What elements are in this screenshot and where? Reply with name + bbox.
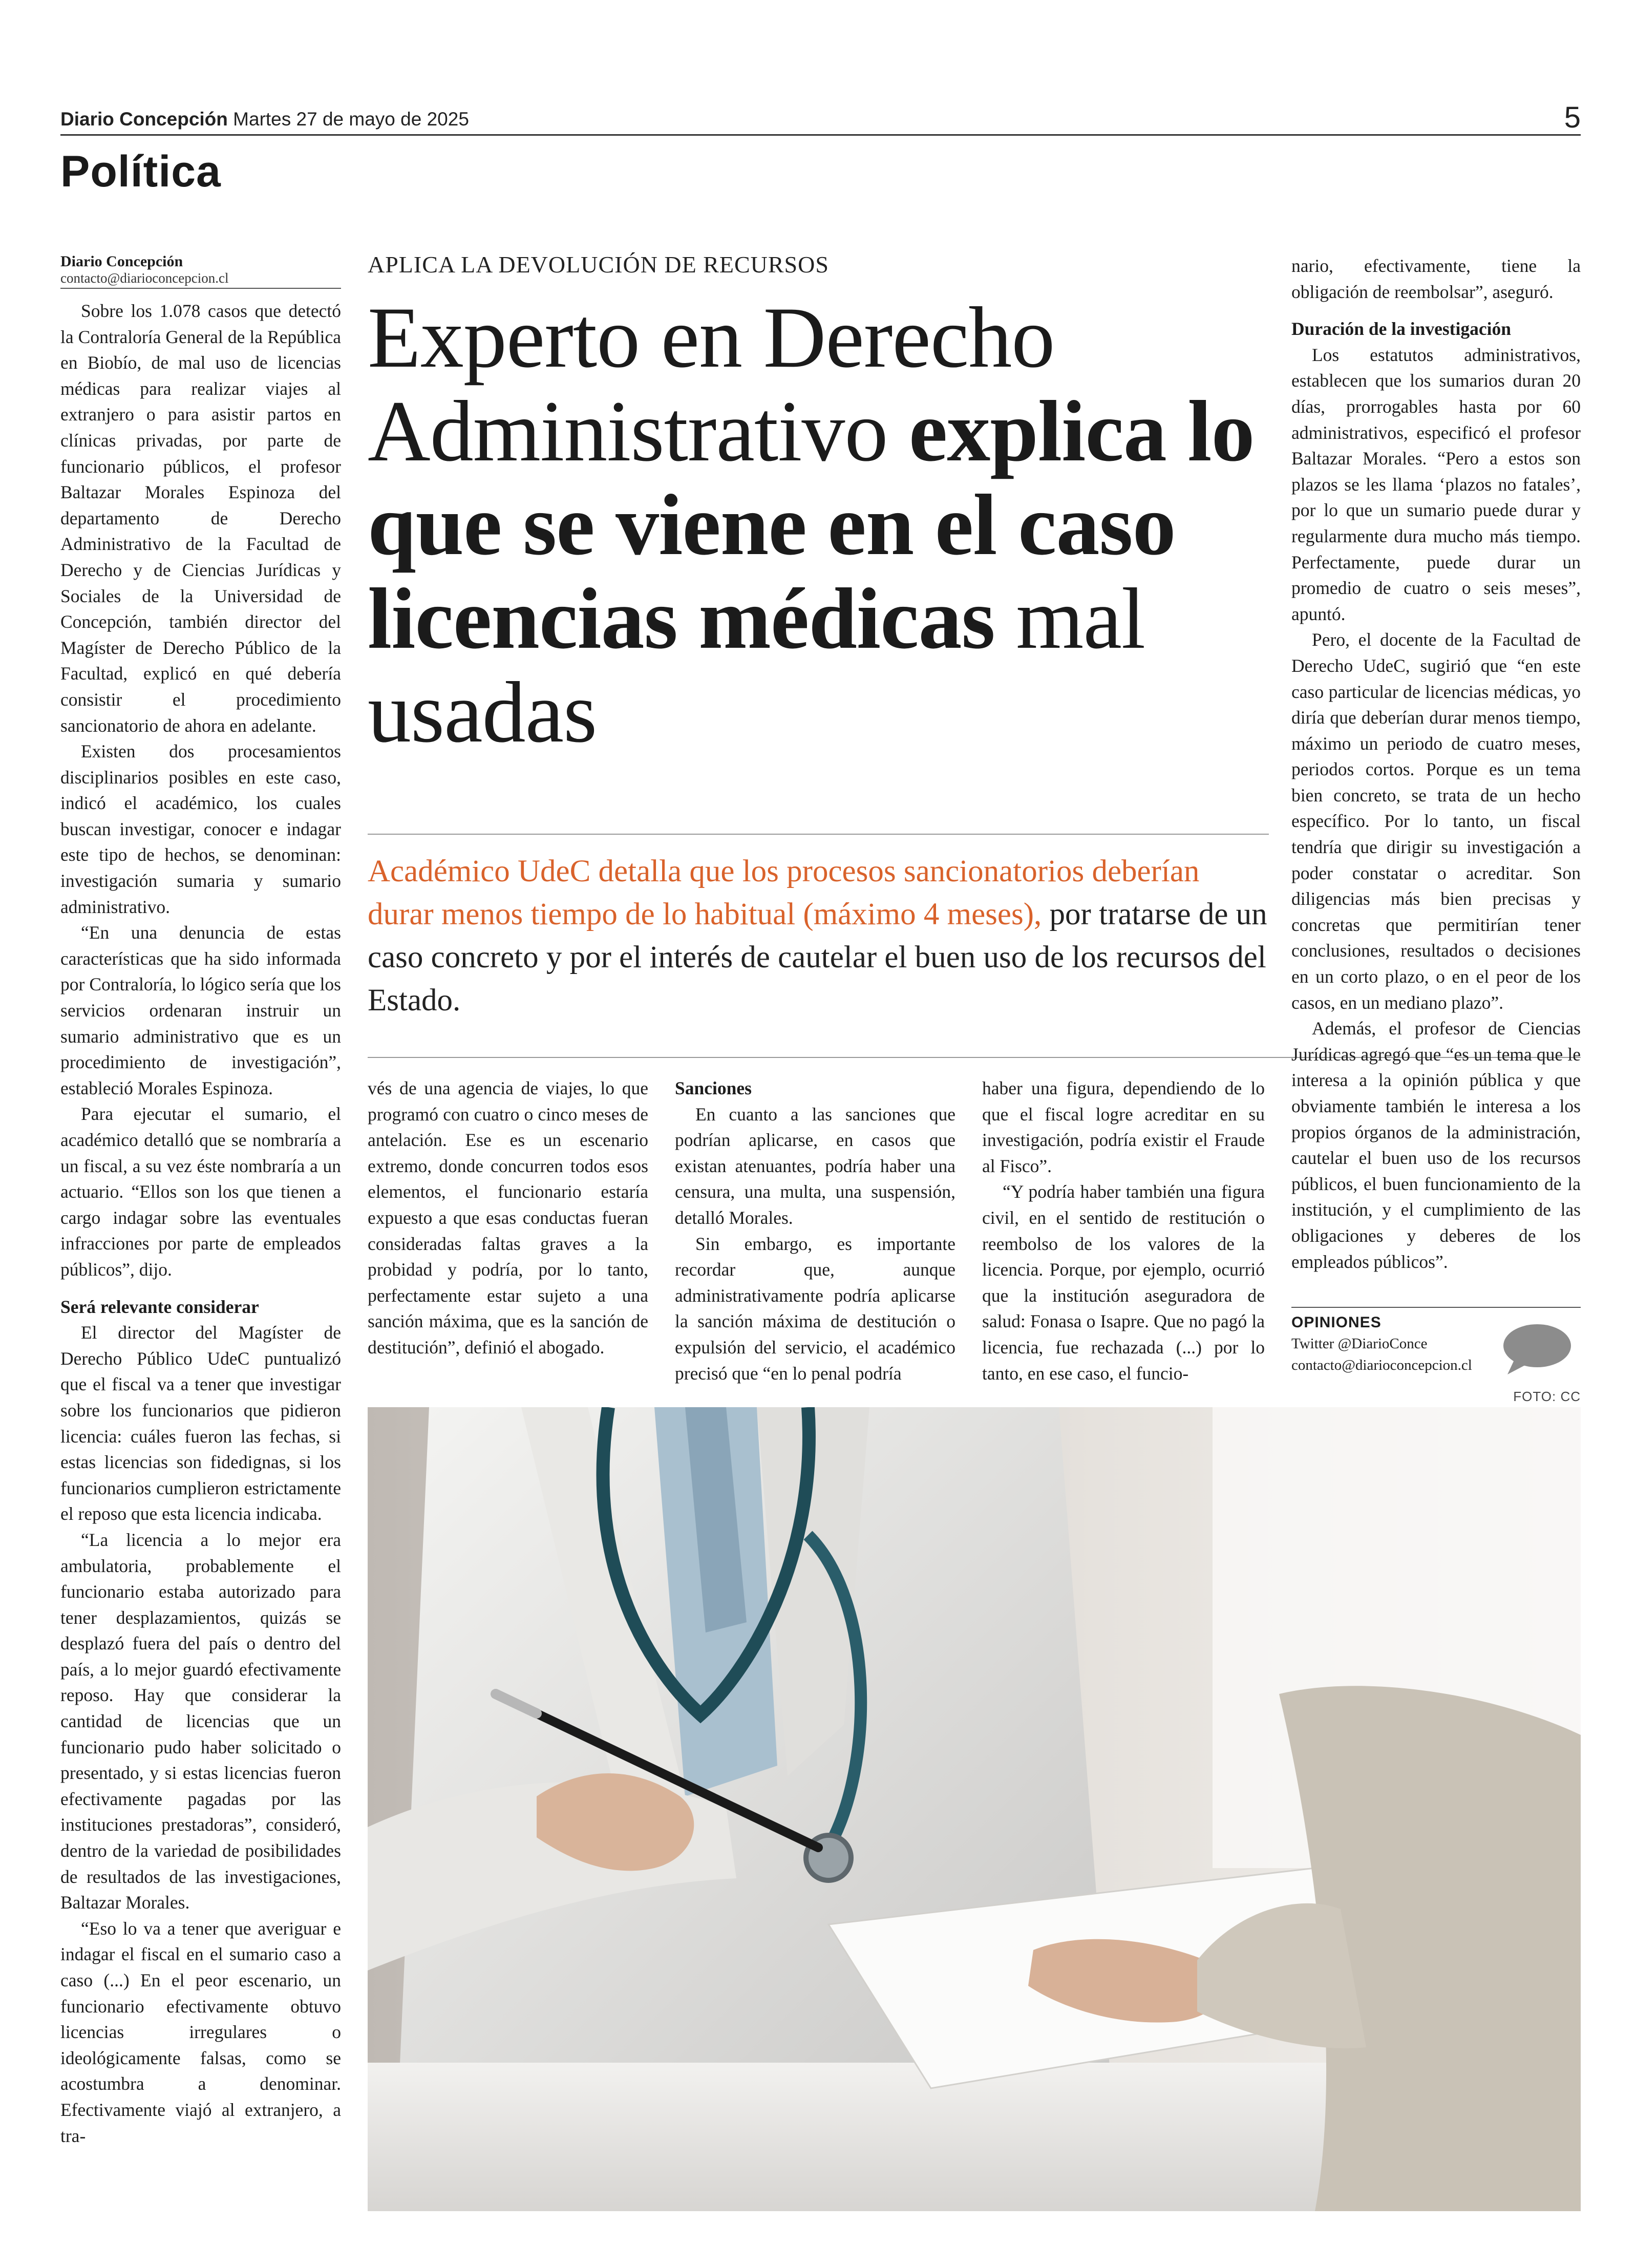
- subheading: Duración de la investigación: [1291, 319, 1511, 340]
- byline-email: contacto@diarioconcepcion.cl: [60, 270, 229, 286]
- photo-credit: FOTO: CC: [1513, 1389, 1581, 1404]
- deck-text: por tratarse de un caso concreto y por el interés de cautelar el buen uso de los recursos del Estado.: [368, 897, 1267, 1018]
- column-2: [368, 1075, 648, 1361]
- kicker: APLICA LA DEVOLUCIÓN DE RECURSOS: [368, 251, 829, 278]
- paragraph: haber una figura, dependiendo de lo que el fiscal logre acreditar en su investigación, podría existir el Fraude al Fisco”.: [982, 1078, 1265, 1176]
- headline: [368, 291, 1269, 759]
- paragraph: “La licencia a lo mejor era ambulatoria, probablemente el funcionario estaba autorizado para tener desplazamientos, quizás se desplazó fuera del país o dentro del país, a lo mejor guardó efectivamente reposo. Hay que considerar la cantidad de licencias que un funcionario pudo haber solicitado o presentado, y si estas licencias fueron efectivamente pagadas por las instituciones prestadoras”, consideró, dentro de la variedad de posibilidades de resultados de las investigaciones, Baltazar Morales.: [60, 1529, 341, 1913]
- opinions-email[interactable]: contacto@diarioconcepcion.cl: [1291, 1357, 1472, 1373]
- paragraph: Sobre los 1.078 casos que detectó la Contraloría General de la República en Biobío, de mal uso de licencias médicas para realizar viajes al extranjero o para asistir partos en clínicas privadas, por parte de funcionario públicos, el profesor Baltazar Morales Espinoza del departamento de Derecho Administrativo de la Facultad de Derecho y de Ciencias Jurídicas y Sociales de la Universidad de Concepción, también director del Magíster de Derecho Público de la Facultad, explicó en qué debería consistir el procedimiento sancionatorio de ahora en adelante.: [60, 301, 341, 736]
- paragraph: “En una denuncia de estas características que ha sido informada por Contraloría, lo lógico sería que los servicios ordenaran instruir un sumario administrativo que es un procedimiento de investigación”, estableció Morales Espinoza.: [60, 922, 341, 1098]
- page-number: 5: [1564, 101, 1581, 134]
- subheading: Será relevante considerar: [60, 1296, 259, 1317]
- column-1: [60, 253, 341, 2149]
- doctor-photo-illustration: [368, 1407, 1581, 2211]
- paragraph: Para ejecutar el sumario, el académico detalló que se nombraría a un fiscal, a su vez éste nombraría a un actuario. “Ellos son los que tienen a cargo indagar sobre las eventuales infracciones por parte de empleados públicos”, dijo.: [60, 1104, 341, 1280]
- paragraph: Pero, el docente de la Facultad de Derecho UdeC, sugirió que “en este caso particular de licencias médicas, yo diría que deberían durar menos tiempo, máximo un periodo de cuatro meses, periodos cortos. Porque es un tema bien concreto, se trata de un hecho específico. Por lo tanto, un fiscal tendría que dirigir su investigación a poder constatar o acreditar. Son diligencias más bien precisas y concretas que permitirían tener conclusiones, resultados o decisiones en un corto plazo, o en el peor de los casos, en un mediano plazo”.: [1291, 629, 1581, 1013]
- masthead-line: [60, 109, 469, 130]
- issue-date: Martes 27 de mayo de 2025: [233, 109, 469, 130]
- paragraph: Además, el profesor de Ciencias Jurídicas agregó que “es un tema que le interesa a la opinión pública y que obviamente también le interesa a los propios órganos de la administración, cautelar el buen uso de los recursos públicos, el buen funcionamiento de la institución, y el cumplimiento de las obligaciones y deberes de los empleados públicos”.: [1291, 1018, 1581, 1272]
- header-rule: [60, 134, 1581, 136]
- speech-bubble-icon: [1500, 1321, 1572, 1377]
- column-3: [675, 1075, 955, 1386]
- paragraph: Los estatutos administrativos, establecen que los sumarios duran 20 días, prorrogables hasta por 60 administrativos, especificó el profesor Baltazar Morales. “Pero a estos son plazos se les llama ‘plazos no fatales’, por lo que un sumario puede durar y regularmente dura mucho más tiempo. Perfectamente, puede durar un promedio de cuatro o seis meses”, apuntó.: [1291, 344, 1581, 624]
- paragraph: “Y podría haber también una figura civil, en el sentido de restitución o reembolso de los valores de la licencia. Porque, por ejemplo, ocurrió que la institución aseguradora de salud: Fonasa o Isapre. Que no pagó la licencia, fue rechazada (...) por lo tanto, en ese caso, el funcio-: [982, 1181, 1265, 1384]
- byline-rule: [60, 288, 341, 289]
- deck-accent: Académico UdeC detalla que los procesos sancionatorios deberían durar menos tiempo de lo habitual (máximo 4 meses),: [368, 854, 1200, 931]
- paragraph: vés de una agencia de viajes, lo que programó con cuatro o cinco meses de antelación. Ese es un escenario extremo, donde concurren todos esos elementos, el funcionario estaría expuesto a que esas conductas fueran consideradas faltas graves a la probidad y podría, por lo tanto, perfectamente estar sujeto a una sanción máxima, que es la sanción de destitución”, definió el abogado.: [368, 1078, 648, 1358]
- paragraph: El director del Magíster de Derecho Público UdeC puntualizó que el fiscal va a tener que investigar sobre los funcionarios que pidieron licencia: cuáles fueron las fechas, si estas licencias son fidedignas, si los funcionarios cumplieron estrictamente el reposo que esta licencia indicaba.: [60, 1322, 341, 1524]
- section-title: Política: [60, 147, 221, 196]
- paragraph: Existen dos procesamientos disciplinarios posibles en este caso, indicó el académico, los cuales buscan investigar, conocer e indagar este tipo de hechos, se denominan: investigación sumaria y sumario administrativo.: [60, 741, 341, 917]
- opinions-title: OPINIONES: [1291, 1314, 1382, 1331]
- column-5: [1291, 253, 1581, 1275]
- paragraph: “Eso lo va a tener que averiguar e indagar el fiscal en el sumario caso a caso (...) En el peor escenario, un funcionario efectivamente obtuvo licencias irregulares o ideológicamente falsas, como se acostumbra a denominar. Efectivamente viajó al extranjero, a tra-: [60, 1918, 341, 2146]
- article-photo: [368, 1407, 1581, 2211]
- headline-part: Experto en Derecho Administrativo: [368, 289, 1055, 479]
- column-4: [982, 1075, 1265, 1386]
- headline-part: explica lo que se viene en el caso licencias médicas: [368, 383, 1255, 667]
- deck: [368, 850, 1269, 1022]
- byline-name: Diario Concepción: [60, 253, 183, 270]
- divider: [1291, 1307, 1581, 1308]
- subheading: Sanciones: [675, 1078, 752, 1098]
- paragraph: En cuanto a las sanciones que podrían aplicarse, en casos que existan atenuantes, podría haber una censura, una multa, una suspensión, detalló Morales.: [675, 1104, 955, 1228]
- divider: [368, 834, 1269, 835]
- paragraph: Sin embargo, es importante recordar que, aunque administrativamente podría aplicarse la sanción máxima de destitución o expulsión del servicio, el académico precisó que “en lo penal podría: [675, 1233, 955, 1384]
- paper-name: Diario Concepción: [60, 109, 228, 130]
- opinions-twitter[interactable]: Twitter @DiarioConce: [1291, 1336, 1428, 1352]
- headline-part: mal usadas: [368, 570, 1145, 760]
- paragraph: nario, efectivamente, tiene la obligación de reembolsar”, aseguró.: [1291, 256, 1581, 302]
